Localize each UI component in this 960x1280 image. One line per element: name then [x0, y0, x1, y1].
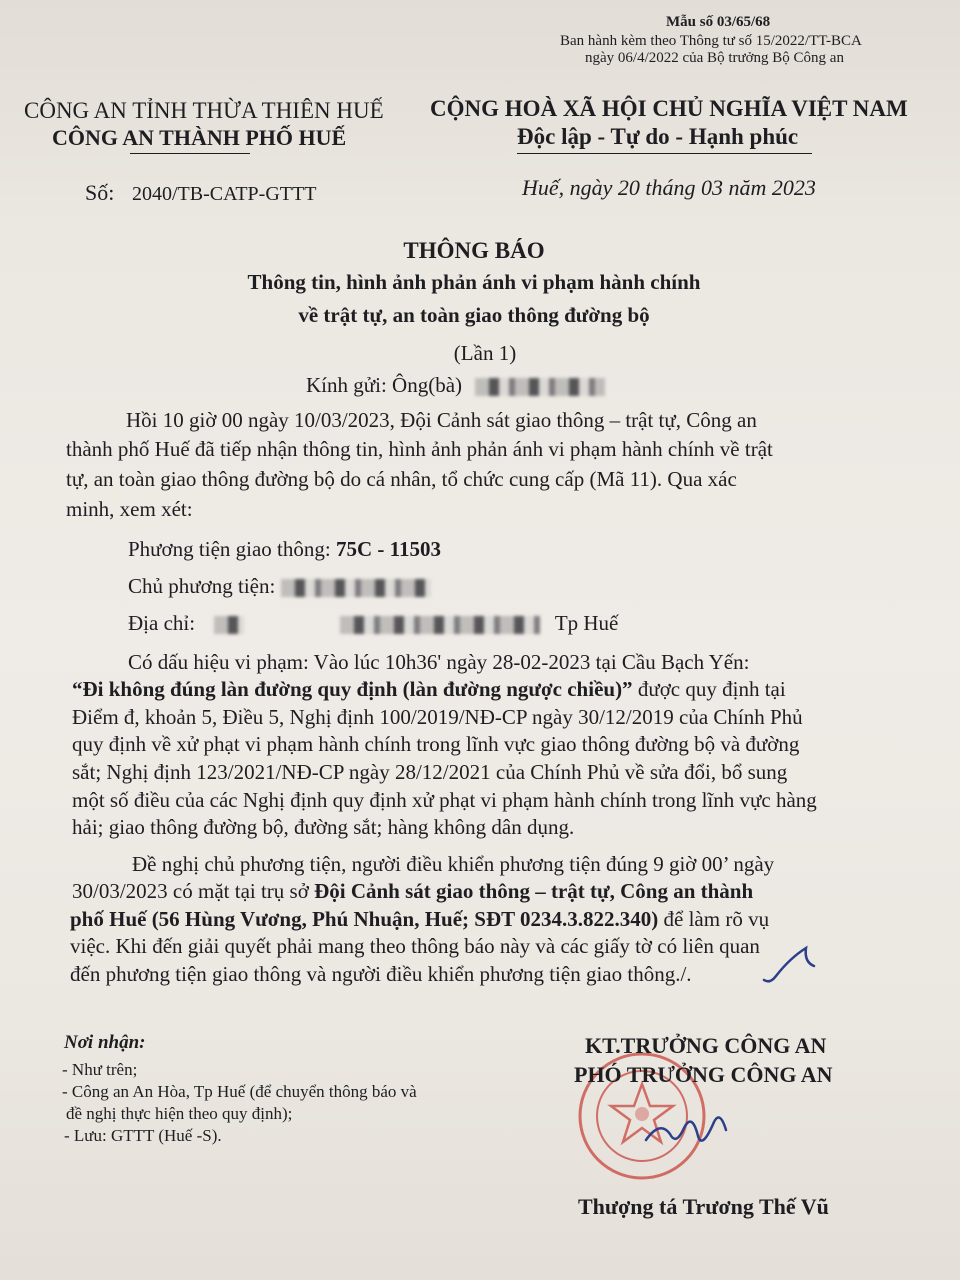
- addressee-redacted: [475, 378, 605, 396]
- address-redacted-2: [340, 616, 540, 634]
- request-line-4: việc. Khi đến giải quyết phải mang theo thông báo này và các giấy tờ có liên quan: [70, 934, 760, 958]
- vehicle-row: [128, 537, 441, 562]
- owner-label: Chủ phương tiện:: [128, 574, 276, 598]
- recipients-heading: Nơi nhận:: [64, 1032, 146, 1053]
- violation-line-1: Có dấu hiệu vi phạm: Vào lúc 10h36' ngày 28-02-2023 tại Cầu Bạch Yến:: [128, 650, 750, 674]
- violation-line-7: hải; giao thông đường bộ, đường sắt; hàng không dân dụng.: [72, 815, 575, 839]
- request-office-name: Đội Cảnh sát giao thông – trật tự, Công an thành: [314, 879, 754, 903]
- doc-subtitle-2: về trật tự, an toàn giao thông đường bộ: [298, 303, 650, 327]
- request-line-1: Đề nghị chủ phương tiện, người điều khiển phương tiện đúng 9 giờ 00’ ngày: [132, 852, 775, 876]
- doc-subtitle-1: Thông tin, hình ảnh phản ánh vi phạm hành chính: [247, 270, 701, 294]
- form-issued-line1: Ban hành kèm theo Thông tư số 15/2022/TT-BCA: [560, 33, 862, 49]
- intro-line-2: thành phố Huế đã tiếp nhận thông tin, hình ảnh phản ánh vi phạm hành chính về trật: [66, 437, 773, 461]
- address-row: [128, 611, 618, 636]
- request-line-3-rest: để làm rõ vụ: [658, 907, 770, 931]
- address-label: Địa chỉ:: [128, 611, 196, 635]
- recipient-item-3: đề nghị thực hiện theo quy định);: [66, 1104, 293, 1123]
- motto-underline: [517, 153, 812, 154]
- violation-line-5: sắt; Nghị định 123/2021/NĐ-CP ngày 28/12/2021 của Chính Phủ về sửa đổi, bổ sung: [72, 760, 788, 784]
- recipient-item-2: - Công an An Hòa, Tp Huế (để chuyển thông báo và: [62, 1082, 417, 1101]
- vehicle-plate: 75C - 11503: [335, 537, 441, 561]
- intro-line-3: tự, an toàn giao thông đường bộ do cá nhân, tổ chức cung cấp (Mã 11). Qua xác: [66, 467, 737, 491]
- violation-line-2: [72, 677, 786, 702]
- addressee-label: Kính gửi: Ông(bà): [306, 373, 463, 397]
- violation-description: “Đi không đúng làn đường quy định (làn đường ngược chiều)”: [72, 677, 633, 701]
- signer-name: Thượng tá Trương Thế Vũ: [578, 1194, 829, 1219]
- pen-tick-mark: [760, 940, 840, 990]
- handwritten-signature: [640, 1100, 740, 1170]
- owner-redacted: [281, 579, 431, 597]
- doc-title: THÔNG BÁO: [403, 238, 545, 263]
- violation-line-3: Điểm đ, khoản 5, Điều 5, Nghị định 100/2019/NĐ-CP ngày 30/12/2019 của Chính Phủ: [72, 705, 803, 729]
- doc-revision: (Lần 1): [453, 341, 517, 365]
- request-line-2-a: 30/03/2023 có mặt tại trụ sở: [72, 879, 315, 903]
- signer-authority-line2: PHÓ TRƯỞNG CÔNG AN: [574, 1062, 833, 1087]
- intro-line-1: Hồi 10 giờ 00 ngày 10/03/2023, Đội Cảnh sát giao thông – trật tự, Công an: [126, 408, 757, 432]
- doc-date: Huế, ngày 20 tháng 03 năm 2023: [522, 175, 816, 200]
- agency-name: CÔNG AN THÀNH PHỐ HUẾ: [52, 125, 347, 150]
- address-city: Tp Huế: [554, 611, 619, 635]
- agency-parent: CÔNG AN TỈNH THỪA THIÊN HUẾ: [24, 98, 384, 123]
- signer-authority-line1: KT.TRƯỞNG CÔNG AN: [585, 1033, 827, 1058]
- doc-number: 2040/TB-CATP-GTTT: [132, 183, 317, 205]
- request-office-address: phố Huế (56 Hùng Vương, Phú Nhuận, Huế; SĐT 0234.3.822.340): [70, 907, 659, 931]
- violation-line-4: quy định về xử phạt vi phạm hành chính trong lĩnh vực giao thông đường bộ và đường: [72, 732, 800, 756]
- request-line-3: [70, 907, 769, 932]
- intro-line-4: minh, xem xét:: [66, 497, 193, 521]
- agency-underline: [130, 153, 250, 154]
- form-issued-line2: ngày 06/4/2022 của Bộ trưởng Bộ Công an: [585, 50, 844, 66]
- request-line-5: đến phương tiện giao thông và người điều khiển phương tiện giao thông./.: [70, 962, 692, 986]
- addressee: [306, 373, 605, 398]
- doc-number-label: Số:: [85, 180, 115, 205]
- national-motto: Độc lập - Tự do - Hạnh phúc: [517, 124, 799, 149]
- address-redacted-1: [214, 616, 244, 634]
- violation-line-2-rest: được quy định tại: [632, 677, 786, 701]
- request-line-2: [72, 879, 753, 904]
- recipient-item-4: - Lưu: GTTT (Huế -S).: [64, 1126, 222, 1145]
- recipient-item-1: - Như trên;: [62, 1060, 138, 1079]
- violation-line-6: một số điều của các Nghị định quy định xử phạt vi phạm hành chính trong lĩnh vực hàng: [72, 788, 817, 812]
- vehicle-label: Phương tiện giao thông:: [128, 537, 331, 561]
- form-number: Mẫu số 03/65/68: [666, 14, 771, 30]
- national-title: CỘNG HOÀ XÃ HỘI CHỦ NGHĨA VIỆT NAM: [430, 96, 908, 121]
- owner-row: [128, 574, 431, 599]
